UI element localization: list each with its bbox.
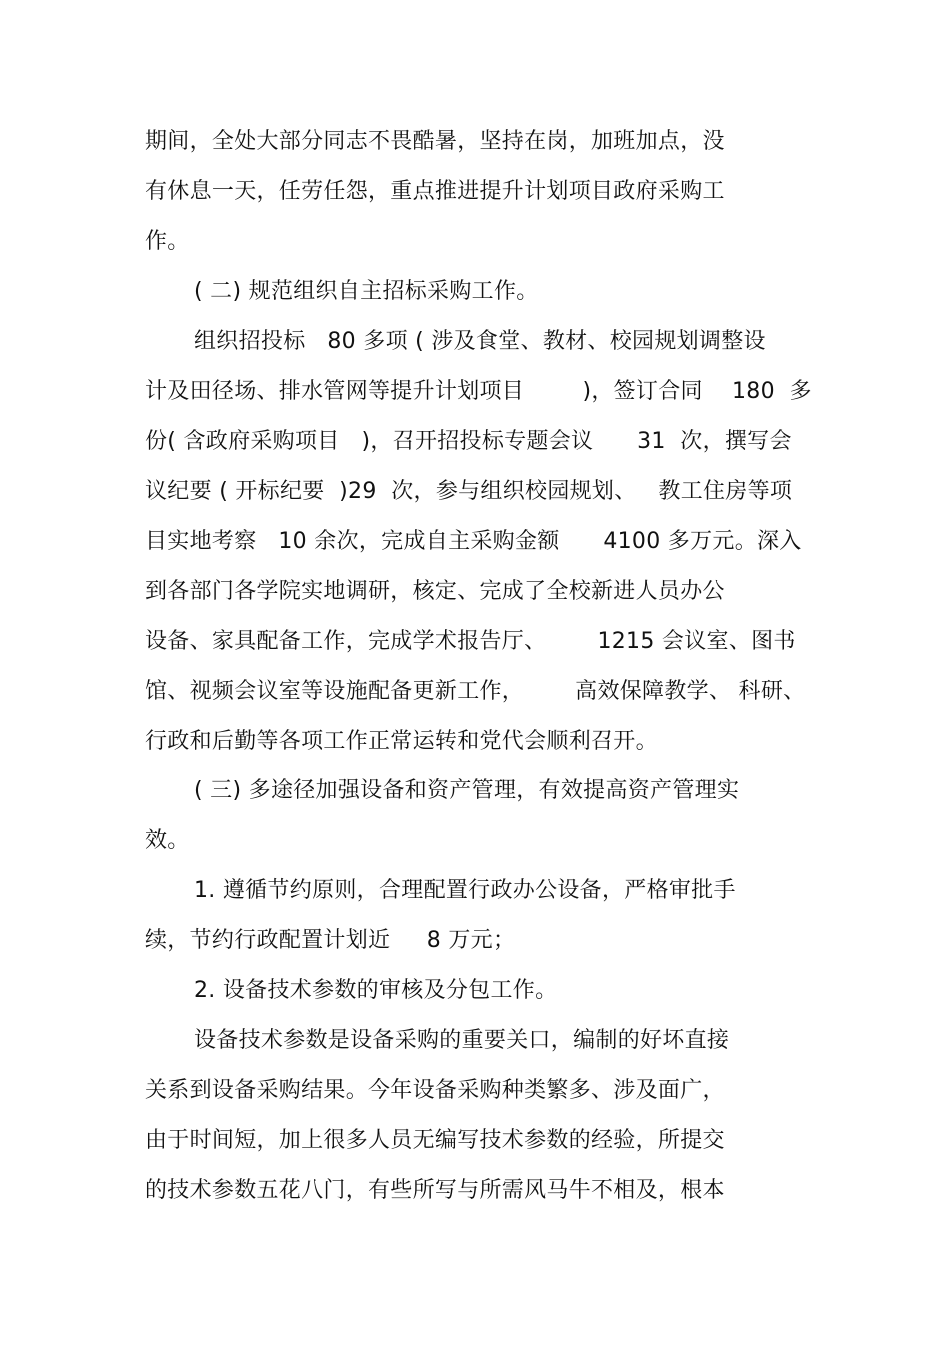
text-line: 行政和后勤等各项工作正常运转和党代会顺利召开。 bbox=[145, 729, 658, 754]
text-line: 设备技术参数是设备采购的重要关口，编制的好坏直接 bbox=[194, 1028, 730, 1053]
text-line: 效。 bbox=[145, 828, 190, 853]
text-line: 关系到设备采购结果。今年设备采购种类繁多、涉及面广， bbox=[145, 1078, 725, 1103]
text-line: 馆、视频会议室等设施配备更新工作， 高效保障教学、 科研、 bbox=[145, 679, 806, 704]
text-line: 期间，全处大部分同志不畏酷暑，坚持在岗，加班加点，没 bbox=[145, 129, 725, 154]
section-heading: ( 二) 规范组织自主招标采购工作。 bbox=[194, 279, 539, 304]
text-line: 议纪要 ( 开标纪要 )29 次，参与组织校园规划、 教工住房等项 bbox=[145, 479, 793, 504]
text-line: 有休息一天，任劳任怨，重点推进提升计划项目政府采购工 bbox=[145, 179, 725, 204]
text-line: 计及田径场、排水管网等提升计划项目 )，签订合同 180 多 bbox=[145, 379, 812, 404]
text-line: 作。 bbox=[145, 229, 190, 254]
text-line: 续，节约行政配置计划近 8 万元； bbox=[145, 928, 516, 953]
text-line: 设备、家具配备工作，完成学术报告厅、 1215 会议室、图书 bbox=[145, 629, 796, 654]
text-line: 份( 含政府采购项目 )，召开招投标专题会议 31 次，撰写会 bbox=[145, 429, 792, 454]
section-heading: ( 三) 多途径加强设备和资产管理，有效提高资产管理实 bbox=[194, 778, 740, 803]
text-line: 组织招投标 80 多项 ( 涉及食堂、教材、校园规划调整设 bbox=[194, 329, 766, 354]
text-line: 由于时间短，加上很多人员无编写技术参数的经验，所提交 bbox=[145, 1128, 725, 1153]
text-line: 目实地考察 10 余次，完成自主采购金额 4100 多万元。深入 bbox=[145, 529, 802, 554]
text-line: 到各部门各学院实地调研，核定、完成了全校新进人员办公 bbox=[145, 579, 725, 604]
list-item: 1. 遵循节约原则，合理配置行政办公设备，严格审批手 bbox=[194, 878, 736, 903]
text-line: 的技术参数五花八门，有些所写与所需风马牛不相及，根本 bbox=[145, 1178, 725, 1203]
list-item: 2. 设备技术参数的审核及分包工作。 bbox=[194, 978, 558, 1003]
